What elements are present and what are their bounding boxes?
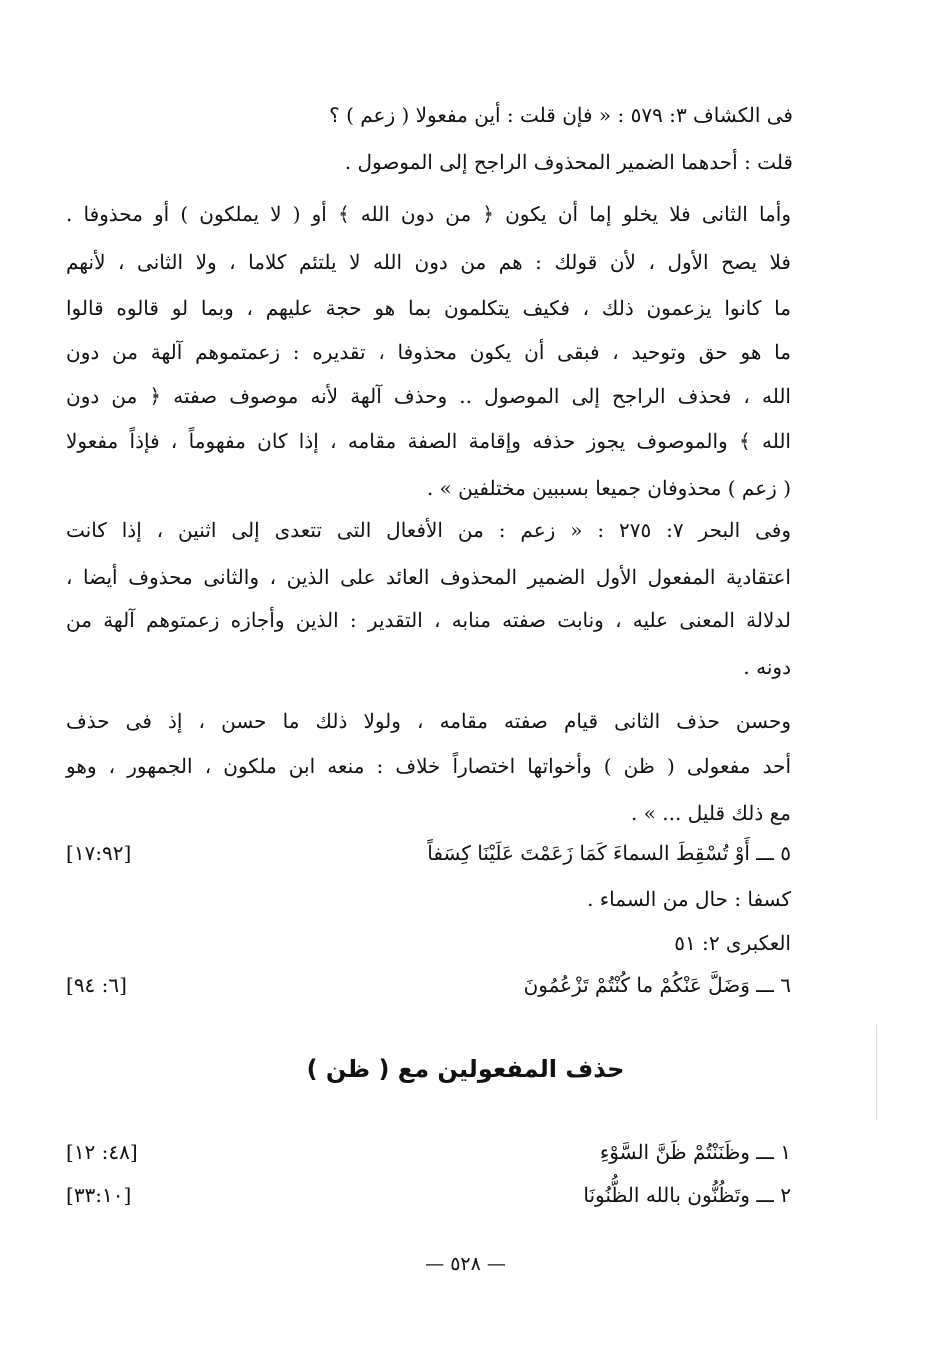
text-line-kisafa: كسفا : حال من السماء .	[587, 887, 791, 911]
text-line-15: أحد مفعولى ( ظن ) وأخواتها اختصاراً خلاف : منعه ابن ملكون ، الجمهور ، وهو	[66, 754, 791, 778]
page-number: — ٥٢٨ —	[425, 1253, 506, 1275]
text-line-2: قلت : أحدهما الضمير المحذوف الراجح إلى الموصول .	[344, 150, 793, 174]
text-line-4: فلا يصح الأول ، لأن قولك : هم من دون الله لا يلتئم كلاما ، ولا الثانى ، لأنهم	[66, 250, 791, 274]
text-line-6: ما هو حق وتوحيد ، فبقى أن يكون محذوفا ، تقديره : زعمتموهم آلهة من دون	[66, 340, 791, 364]
text-line-8: الله ﴾ والموصوف يجوز حذفه وإقامة الصفة مقامه ، إذا كان مفهوماً ، فإذاً مفعولا	[66, 429, 791, 453]
verse-ref-1: [٤٨: ١٢]	[66, 1140, 138, 1164]
verse-line-5: ٥ ـــ أَوْ تُسْقِطَ السماءَ كَمَا زَعَمْتَ عَلَيْنَا كِسَفاً	[427, 841, 791, 865]
text-line-10: وفى البحر ٧: ٢٧٥ : « زعم : من الأفعال التى تتعدى إلى اثنين ، إذا كانت	[66, 518, 791, 542]
text-line-1: فى الكشاف ٣: ٥٧٩ : « فإن قلت : أين مفعولا ( زعم ) ؟	[329, 103, 793, 127]
text-line-5: ما كانوا يزعمون ذلك ، فكيف يتكلمون بما هو حجة عليهم ، وبما لو قالوه قالوا	[66, 296, 791, 320]
verse-ref-5: [١٧:٩٢]	[66, 841, 132, 865]
section-heading: حذف المفعولين مع ( ظن )	[306, 1055, 625, 1083]
verse-line-1: ١ ـــ وظَنَنْتُمْ ظَنَّ السَّوْءِ	[599, 1140, 791, 1164]
text-line-9: ( زعم ) محذوفان جميعا بسببين مختلفين » .	[426, 476, 791, 500]
text-line-7: الله ، فحذف الراجح إلى الموصول .. وحذف آلهة لأنه موصوف صفته ﴿ من دون	[66, 384, 791, 408]
text-line-14: وحسن حذف الثانى قيام صفته مقامه ، ولولا ذلك ما حسن ، إذ فى حذف	[66, 709, 791, 733]
text-line-11: اعتقادية المفعول الأول الضمير المحذوف العائد على الذين ، والثانى محذوف أيضا ،	[66, 565, 791, 589]
text-line-12: لدلالة المعنى عليه ، ونابت صفته منابه ، التقدير : الذين وأجازه زعمتوهم آلهة من	[66, 608, 791, 632]
verse-ref-6: [٦: ٩٤]	[66, 973, 127, 997]
text-line-3: وأما الثانى فلا يخلو إما أن يكون ﴿ من دون الله ﴾ أو ( لا يملكون ) أو محذوفا .	[66, 202, 791, 226]
text-line-16: مع ذلك قليل ... » .	[630, 801, 791, 825]
verse-ref-2: [٣٣:١٠]	[66, 1183, 132, 1207]
text-line-13: دونه .	[743, 655, 791, 679]
text-line-ukbari: العكبرى ٢: ٥١	[674, 931, 791, 955]
verse-line-2: ٢ ـــ وتَظُنُّون بالله الظُّنُونَا	[583, 1183, 791, 1207]
verse-line-6: ٦ ـــ وَضَلَّ عَنْكُمْ ما كُنْتُمْ تَزْعُمُونَ	[523, 973, 791, 997]
